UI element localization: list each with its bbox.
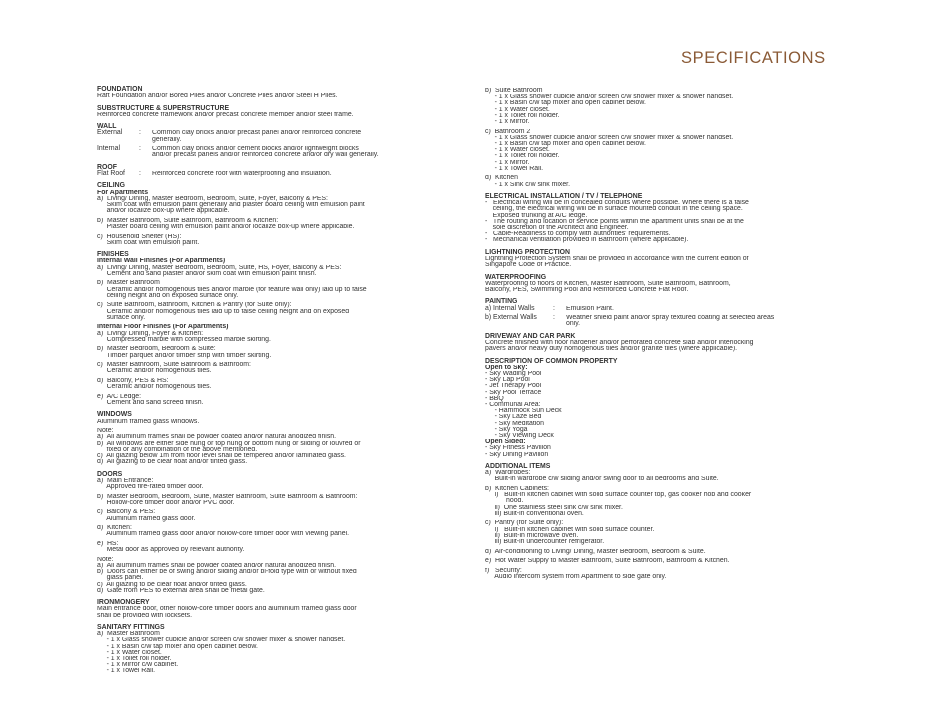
text-line: - The routing and location of service points within the apartment units shall be at the [485,218,744,225]
section-heading: DOORS [97,470,123,478]
text-line: - 1 x Sink c/w sink mixer. [485,181,571,188]
text-line: - Sky Yoga [485,426,528,433]
text-line: Timber parquet and/or timber strip with timber skirting. [97,352,272,359]
text-line: e) A/C Ledge: [97,393,142,400]
text-line: - Sky Lap Pool [485,377,530,384]
section-heading: SUBSTRUCTURE & SUPERSTRUCTURE [97,104,230,112]
section-electrical-installation-tv-telephone [485,194,835,244]
text-line: Cement and sand screed finish. [97,399,204,406]
section-heading: ELECTRICAL INSTALLATION / TV / TELEPHONE [485,193,643,201]
text-line: Emulsion Paint. [566,305,614,312]
spec-row [97,130,442,142]
text-line: - 1 x Glass shower cubicle and/or screen c/w shower mixer & shower handset. [485,134,734,141]
section-heading: CEILING [97,182,125,190]
text-line: Plaster board ceiling with emulsion paint and/or localize box-up where applicable. [97,223,355,230]
text-line: Aluminum framed glass door. [97,515,196,522]
text-line: Weather shield paint and/or spray textured coating at selected areas [566,315,775,322]
text-line: ii) Built-in microwave oven. [485,532,579,539]
text-line: sole discretion of the Architect and Engineer. [485,225,629,232]
text-line: surface only. [97,314,146,321]
text-line: Singapore Code of Practice. [485,262,572,269]
section-driveway-and-car-park [485,334,835,353]
text-line: c) All glazing below 1m from floor level shall be tempered and/or laminated glass. [97,452,346,459]
text-line: b) Suite Bathroom [485,88,543,94]
subheading: Open Sided: [485,439,526,446]
text-line: - 1 x Water closet. [485,147,550,154]
text-line: d) Balcony, PES & HS: [97,377,169,384]
text-line: - Mechanical ventilation provided in Bathroom (where applicable). [485,237,689,244]
spec-row [485,315,835,327]
text-line: Exposed trunking at A/C ledge. [485,212,588,219]
text-line: c) Bathroom 2 [485,128,531,135]
left-column [97,87,442,675]
spec-label: a) Internal Walls [485,304,535,312]
section-wall [97,124,442,158]
text-line: iii) Built-in conventional oven. [485,510,584,517]
text-line: b) Kitchen Cabinets: [485,486,549,493]
text-line: c) Household Shelter (HS): [97,233,182,240]
text-line: Ceramic and/or homogenous tiles. [97,368,212,375]
section-lightning-protection [485,250,835,269]
text-line: and/or localize box-up where applicable. [97,208,230,215]
text-line: d) Air-conditioning to Living/ Dining, Master Bedroom, Bedroom & Suite. [485,548,706,555]
spec-label: b) External Walls [485,314,537,322]
section-ironmongery [97,600,442,619]
text-line: a) All aluminum frames shall be powder coated and/or natural anodized finish. [97,434,337,441]
text-line: shall be provided with locksets. [97,612,192,619]
spec-label: Flat Roof [97,169,125,177]
text-line: b) Master Bathroom, Suite Bathroom, Bathroom & Kitchen: [97,217,279,224]
section-heading: DESCRIPTION OF COMMON PROPERTY [485,357,618,365]
text-line: Skim coat with emulsion paint. [97,239,200,246]
text-line: - 1 x Basin c/w tap mixer and open cabinet below. [97,643,258,650]
text-line: - 1 x Toilet roll holder. [97,655,172,662]
section-heading: PAINTING [485,298,518,306]
section-description-of-common-property [485,359,835,458]
text-line: b) Master Bedroom, Bedroom & Suite: [97,346,216,353]
section-heading: FOUNDATION [97,86,143,93]
text-line: - Jet Therapy Pool [485,383,542,390]
text-line: Note: [97,556,114,563]
text-line: i) Built-in kitchen cabinet with solid surface counter top, gas cooker hob and cooker [485,492,752,499]
text-line: Reinforced concrete framework and/or precast concrete member and/or steel frame. [97,111,354,118]
colon-separator: : [139,145,141,153]
spec-label: External [97,129,123,137]
text-line: Raft Foundation and/or Bored Piles and/or Concrete Piles and/or Steel H Piles. [97,93,338,100]
section-roof [97,165,442,177]
text-line: fixed or any combination of the above mentioned. [97,446,258,453]
section-heading: WINDOWS [97,411,132,419]
text-line: Metal door as approved by relevant authority. [97,547,245,554]
text-line: Ceramic and/or homogenous tiles and/or marble (for feature wall only) laid up to false [97,286,367,293]
section-heading: DRIVEWAY AND CAR PARK [485,332,576,340]
text-line: - 1 x Glass shower cubicle and/or screen c/w shower mixer & shower handset. [97,637,346,644]
text-line: c) Suite Bathroom, Bathroom, Kitchen & Pantry (for Suite only): [97,302,292,309]
text-line: Aluminum framed glass windows. [97,418,200,425]
text-line: pavers and/or heavy duty homogenous tiles and/or granite tiles (where applicable). [485,346,738,353]
spec-value [152,130,442,142]
text-line: - Sky Viewing Deck [485,433,554,440]
text-line: generally. [152,136,182,143]
text-line: Skim coat with emulsion paint generally and plaster board ceiling with emulsion paint [97,201,365,208]
section-sanitary-fittings [97,625,442,675]
section-doors [97,472,442,594]
text-line: - 1 x Water closet. [97,649,162,656]
text-line: - Communal Area: [485,402,541,409]
text-line: - Sky Wading Pool [485,371,542,378]
section-heading: FINISHES [97,251,129,259]
text-line: Ceramic and/or homogenous tiles. [97,384,212,391]
text-line: - BBQ [485,395,504,402]
section-windows [97,412,442,465]
text-line: Approved fire-rated timber door. [97,483,204,490]
spec-row [97,171,442,177]
page-title: SPECIFICATIONS [681,49,826,67]
text-line: - Sky Fitness Pavilion [485,445,551,452]
colon-separator: : [553,314,555,322]
text-line: Main entrance door, other hollow-core timber doors and aluminium framed glass door [97,606,357,613]
text-line: - Cable-Readiness to comply with authorities' requirements. [485,231,671,238]
text-line: e) HS: [97,540,119,547]
text-line: ii) One stainless steel sink c/w sink mixer. [485,504,623,511]
text-line: ceiling, the electrical wiring will be in surface mounted conduit in the ceiling space. [485,206,743,213]
text-line: hood. [485,498,524,505]
text-line: - Sky Laze Bed [485,414,542,421]
subheading: For Apartments [97,189,149,196]
colon-separator: : [139,169,141,177]
text-line: b) All windows are either side hung or top hung or bottom hung or sliding or louvred or [97,440,361,447]
text-line: only. [566,321,581,328]
spec-row [97,146,442,158]
section-heading: IRONMONGERY [97,599,150,607]
text-line: - 1 x Water closet. [485,106,550,113]
text-line: - 1 x Towel Rail. [485,165,544,172]
spec-value [152,146,442,158]
subheading: Internal Wall Finishes (For Apartments) [97,258,226,265]
text-line: - Hammock Sun Deck [485,408,562,415]
spec-row [485,306,835,312]
colon-separator: : [139,129,141,137]
section-heading: SANITARY FITTINGS [97,623,165,631]
section-ceiling [97,183,442,246]
subheading: Open to Sky: [485,364,528,371]
text-line: Audio intercom system from Apartment to side gate only. [485,574,667,581]
text-line: and/or precast panels and/or reinforced concrete and/or dry wall generally. [152,152,379,159]
text-line: Balcony, PES, Swimming Pool and Reinforced Concrete Flat Roof. [485,287,689,294]
text-line: b) Doors can either be of swing and/or sliding and/or bi-fold type with or without fixed [97,569,357,576]
spec-value [566,306,835,312]
text-line: Reinforced concrete roof with waterproofing and insulation. [152,170,332,177]
section-heading: LIGHTNING PROTECTION [485,248,570,256]
text-line: - 1 x Toilet roll holder. [485,153,560,160]
right-column [485,88,835,580]
text-line: Note: [97,428,114,435]
text-line: Compressed marble with compressed marble skirting. [97,336,271,343]
section-finishes [97,252,442,406]
text-line: i) Built-in kitchen cabinet with solid surface counter. [485,526,655,533]
text-line: - 1 x Mirror. [485,159,530,166]
section-additional-items [485,464,835,580]
text-line: - 1 x Basin c/w tap mixer and open cabinet below. [485,100,646,107]
text-line: - Sky Meditation [485,420,544,427]
section-painting [485,299,835,327]
text-line: - Sky Dining Pavilion [485,451,549,458]
text-line: a) Living/ Dining, Master Bedroom, Bedroom, Suite, Foyer, Balcony & PES: [97,195,328,202]
spec-value [152,171,442,177]
text-line: Built-in wardrobe c/w sliding and/or swing door to all bedrooms and Suite. [485,476,719,483]
text-line: Waterproofing to floors of Kitchen, Master Bathroom, Suite Bathroom, Bathroom, [485,280,731,287]
text-line: Cement and sand plaster and/or skim coat with emulsion paint finish. [97,270,317,277]
colon-separator: : [553,304,555,312]
text-line: a) Main Entrance: [97,477,154,484]
text-line: Common clay bricks and/or cement blocks and/or lightweight blocks [152,146,359,153]
section-continued [485,88,835,188]
text-line: Hollow-core timber door and/or PVC door. [97,499,235,506]
section-heading: ADDITIONAL ITEMS [485,463,551,471]
text-line: Ceramic and/or homogenous tiles laid up to false ceiling height and on exposed [97,308,350,315]
text-line: Common clay bricks and/or precast panel and/or reinforced concrete [152,130,362,137]
text-line: d) Gate from PES to external area shall be metal gate. [97,587,265,594]
text-line: e) Hot Water Supply to Master Bathroom, Suite Bathroom, Bathroom & Kitchen. [485,558,730,565]
text-line: - 1 x Toilet roll holder. [485,112,560,119]
text-line: ceiling height and on exposed surface only. [97,292,239,299]
text-line: glass panel. [97,575,144,582]
text-line: c) Pantry (for Suite only): [485,520,564,527]
text-line: c) All glazing to be clear float and/or tinted glass. [97,581,247,588]
text-line: d) Kitchen: [97,525,132,532]
text-line: c) Balcony & PES: [97,509,156,516]
text-line: iii) Built-in undercounter refrigerator. [485,539,605,546]
text-line: - 1 x Mirror c/w cabinet. [97,662,179,669]
text-line: - 1 x Mirror. [485,119,530,126]
spec-label: Internal [97,145,120,153]
text-line: a) Wardrobes: [485,470,531,477]
text-line: - 1 x Towel Rail. [97,668,156,675]
text-line: d) Kitchen [485,175,518,182]
section-foundation [97,87,442,99]
section-heading: WALL [97,123,117,131]
text-line: f) Security: [485,567,522,574]
text-line: Concrete finished with floor hardener and/or perforated concrete slab and/or interlocking [485,340,754,347]
section-substructure-superstructure [97,106,442,118]
text-line: a) Living/ Dining, Master Bedroom, Bedroom, Suite, HS, Foyer, Balcony & PES: [97,264,342,271]
section-waterproofing [485,275,835,294]
text-line: a) Living/ Dining, Foyer & Kitchen: [97,330,204,337]
text-line: - 1 x Basin c/w tap mixer and open cabinet below. [485,141,646,148]
text-line: b) Master Bedroom, Bedroom, Suite, Master Bathroom, Suite Bathroom & Bathroom: [97,493,358,500]
text-line: Aluminum framed glass door and/or hollow-core timber door with viewing panel. [97,531,350,538]
spec-value [566,315,835,327]
text-line: a) Master Bathroom [97,631,160,638]
text-line: - 1 x Glass shower cubicle and/or screen c/w shower mixer & shower handset. [485,94,734,101]
text-line: c) Master Bathroom, Suite Bathroom & Bathroom: [97,362,251,369]
text-line: - Sky Pool Terrace [485,389,542,396]
section-heading: WATERPROOFING [485,273,547,281]
subheading: Internal Floor Finishes (For Apartments) [97,324,229,331]
text-line: - Electrical wiring will be in concealed conduits where possible. Where there is a false [485,200,749,207]
text-line: Lightning Protection System shall be provided in accordance with the current edition of [485,256,749,263]
text-line: a) All aluminum frames shall be powder coated and/or natural anodized finish. [97,562,337,569]
text-line: b) Master Bathroom [97,280,160,287]
text-line: d) All glazing to be clear float and/or tinted glass. [97,459,248,466]
section-heading: ROOF [97,163,117,171]
